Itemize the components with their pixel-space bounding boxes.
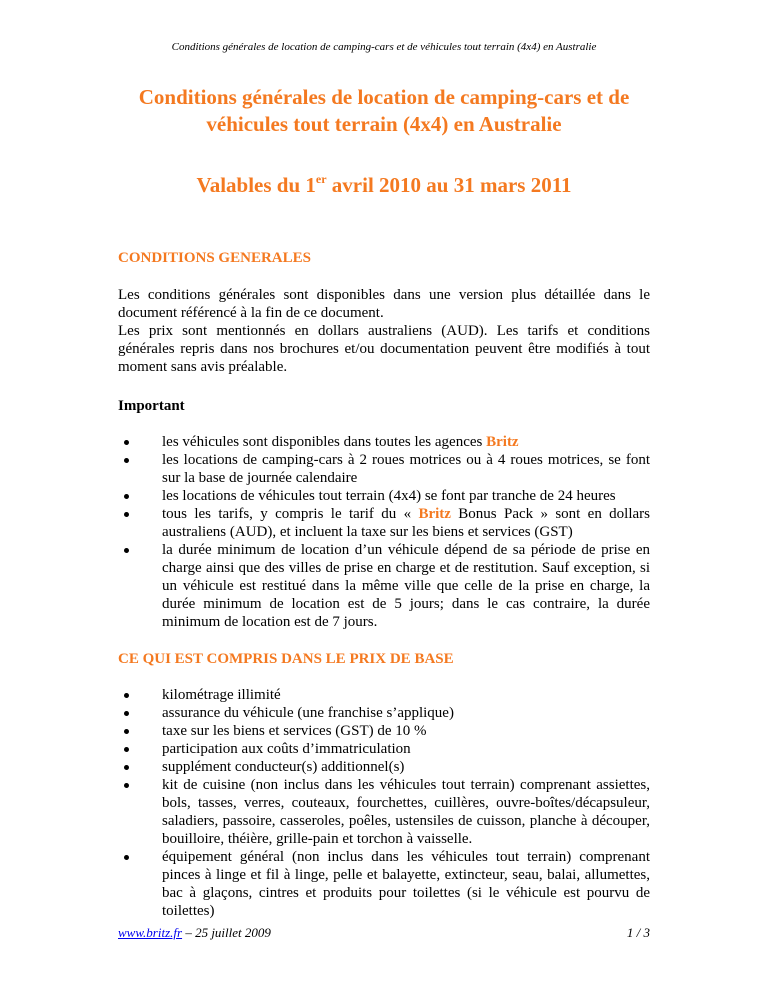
important-list bbox=[118, 433, 650, 631]
bullet-icon bbox=[124, 512, 129, 517]
document-title-line-1: Conditions générales de location de camping-cars et de bbox=[138, 85, 630, 109]
document-title bbox=[118, 84, 650, 138]
validity-period bbox=[118, 172, 650, 199]
list-item: assurance du véhicule (une franchise s’applique) bbox=[118, 704, 650, 722]
running-header: Conditions générales de location de camping-cars et de véhicules tout terrain (4x4) en Australie bbox=[171, 41, 597, 53]
bullet-icon bbox=[124, 855, 129, 860]
list-item: supplément conducteur(s) additionnel(s) bbox=[118, 758, 650, 776]
bullet-icon bbox=[124, 765, 129, 770]
list-item: tous les tarifs, y compris le tarif du « Britz Bonus Pack » sont en dollars australiens (AUD), et incluent la taxe sur les biens et services (GST) bbox=[118, 505, 650, 541]
footer-website bbox=[118, 925, 271, 941]
important-heading: Important bbox=[118, 398, 185, 414]
list-item: kit de cuisine (non inclus dans les véhicules tout terrain) comprenant assiettes, bols, tasses, verres, couteaux, fourchettes, cuillères, ouvre-boîtes/décapsuleur, saladiers, passoire, casseroles, poêles, ustensiles de cuisson, planche à découper, bouilloire, théière, grille-pain et torchon à vaisselle. bbox=[118, 776, 650, 848]
bullet-icon bbox=[124, 548, 129, 553]
section-heading-included: CE QUI EST COMPRIS DANS LE PRIX DE BASE bbox=[118, 651, 454, 667]
list-item: la durée minimum de location d’un véhicule dépend de sa période de prise en charge ainsi que des villes de prise en charge et de restitution. Sauf exception, si un véhicule est restitué dans la même ville que celle de la prise en charge, la durée minimum de location est de 5 jours; dans le cas contraire, la durée minimum de location est de 7 jours. bbox=[118, 541, 650, 631]
bullet-icon bbox=[124, 783, 129, 788]
list-item: kilométrage illimité bbox=[118, 686, 650, 704]
list-item: les véhicules sont disponibles dans toutes les agences Britz bbox=[118, 433, 650, 451]
bullet-icon bbox=[124, 711, 129, 716]
document-title-line-2: véhicules tout terrain (4x4) en Australie bbox=[206, 112, 562, 136]
validity-suffix: avril 2010 au 31 mars 2011 bbox=[326, 173, 572, 197]
bullet-icon bbox=[124, 693, 129, 698]
website-link[interactable]: www.britz.fr bbox=[118, 925, 183, 940]
general-paragraph-1: Les conditions générales sont disponibles dans une version plus détaillée dans le document référencé à la fin de ce document. bbox=[118, 287, 650, 321]
list-item: équipement général (non inclus dans les véhicules tout terrain) comprenant pinces à linge et fil à linge, pelle et balayette, extincteur, seau, balai, allumettes, bac à glaçons, cintres et produits pour toilettes (si le véhicule est pourvu de toilettes) bbox=[118, 848, 650, 920]
section-heading-general: CONDITIONS GENERALES bbox=[118, 250, 311, 266]
brand-name: Britz bbox=[418, 506, 451, 522]
bullet-icon bbox=[124, 440, 129, 445]
brand-name: Britz bbox=[486, 434, 519, 450]
validity-prefix: Valables du 1 bbox=[196, 173, 316, 197]
footer-date: – 25 juillet 2009 bbox=[182, 925, 271, 940]
list-item: participation aux coûts d’immatriculation bbox=[118, 740, 650, 758]
bullet-icon bbox=[124, 494, 129, 499]
included-list bbox=[118, 686, 650, 920]
list-item: les locations de camping-cars à 2 roues motrices ou à 4 roues motrices, se font sur la base de journée calendaire bbox=[118, 451, 650, 487]
page-number: 1 / 3 bbox=[626, 925, 650, 940]
bullet-icon bbox=[124, 729, 129, 734]
list-item: les locations de véhicules tout terrain (4x4) se font par tranche de 24 heures bbox=[118, 487, 650, 505]
bullet-icon bbox=[124, 458, 129, 463]
bullet-icon bbox=[124, 747, 129, 752]
list-item: taxe sur les biens et services (GST) de 10 % bbox=[118, 722, 650, 740]
general-paragraph-2: Les prix sont mentionnés en dollars australiens (AUD). Les tarifs et conditions générales repris dans nos brochures et/ou documentation peuvent être modifiés à tout moment sans avis préalable. bbox=[118, 323, 650, 375]
validity-superscript: er bbox=[315, 172, 327, 186]
